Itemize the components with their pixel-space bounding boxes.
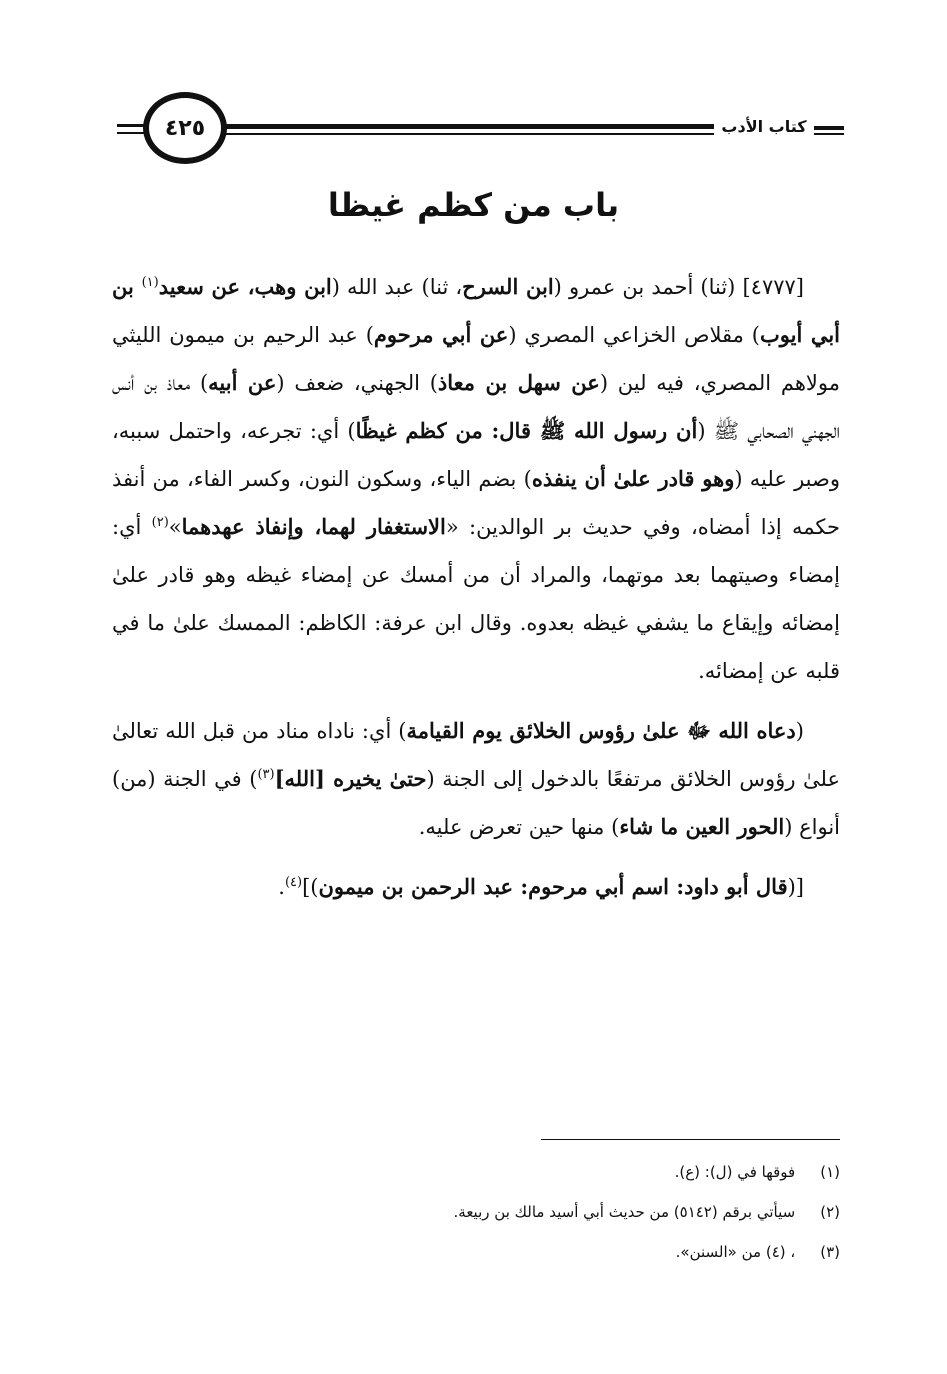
footnote-separator	[541, 1139, 840, 1140]
page-number: ٤٢٥	[164, 115, 206, 141]
header-rule-right	[814, 126, 844, 130]
footnote-marker: (٤)	[284, 875, 303, 890]
bold-segment: الحور العين ما شاء	[619, 814, 785, 839]
footnote	[112, 1232, 840, 1272]
bold-segment: أن رسول الله ﷺ قال: من كظم غيظًا	[355, 418, 698, 443]
bold-segment: الاستغفار لهما، وإنفاذ عهدهما	[181, 514, 446, 539]
bold-segment: حتىٰ يخيره [الله]	[274, 766, 427, 791]
bold-segment: ابن السرح	[462, 274, 554, 299]
text-segment: ) معاذ بن أنس الجهني الصحابي ﷺ (	[112, 371, 840, 443]
bold-segment: دعاه الله ﷻ علىٰ رؤوس الخلائق يوم القيامة	[406, 718, 796, 743]
footnote	[112, 1192, 840, 1232]
text-segment: ) عبد الرحيم بن ميمون الليثي مولاهم المصري، فيه لين (	[112, 323, 840, 395]
chapter-title: باب من كظم غيظا	[327, 186, 620, 224]
footnotes	[112, 1152, 840, 1272]
bold-segment: قال أبو داود: اسم أبي مرحوم: عبد الرحمن بن ميمون	[318, 874, 788, 899]
text-segment: ) أي: تجرعه، واحتمل سببه، وصبر عليه (	[112, 419, 840, 491]
paragraph	[112, 707, 840, 851]
paragraph	[112, 863, 840, 911]
text-segment: ) أي: ناداه مناد من قبل الله تعالىٰ علىٰ رؤوس الخلائق مرتفعًا بالدخول إلى الجنة (	[112, 719, 841, 791]
bold-segment: عن سهل بن معاذ	[437, 370, 600, 395]
text-segment: ) منها حين تعرض عليه.	[418, 815, 620, 839]
footnote-text: سيأتي برقم (٥١٤٢) من حديث أبي أسيد مالك بن ربيعة.	[453, 1203, 796, 1221]
page-header	[0, 0, 947, 180]
footnote-marker: (١)	[141, 275, 159, 290]
header-rule-center-lower	[226, 133, 714, 135]
bold-segment: عن أبيه	[208, 370, 277, 395]
main-text	[112, 263, 840, 911]
bold-segment: عن أبي مرحوم	[373, 322, 509, 347]
text-segment: )]	[302, 875, 319, 899]
text-segment: ) مقلاص الخزاعي المصري (	[508, 323, 760, 347]
header-rule-center	[226, 124, 714, 129]
running-head: كتاب الأدب	[721, 117, 807, 136]
footnote-number: (٣)	[820, 1243, 840, 1261]
bold-segment: وهو قادر علىٰ أن ينفذه	[531, 466, 735, 491]
text-segment: (	[795, 719, 804, 743]
text-segment: أي: إمضاء وصيتهما بعد موتهما، والمراد أن من أمسك عن إمضاء غيظه وهو قادر علىٰ إمضائه وإيقاع ما يشفي غيظه بعدوه. وقال ابن عرفة: الكاظم: الممسك علىٰ ما في قلبه عن إمضائه.	[112, 515, 840, 683]
footnote-marker: (٢)	[151, 515, 169, 530]
footnote-text: ، (٤) من «السنن».	[675, 1243, 796, 1261]
footnote-text: فوقها في (ل): (ع).	[674, 1163, 796, 1181]
footnote	[112, 1152, 840, 1192]
text-segment: ) في الجنة (من) أنواع (	[112, 767, 840, 839]
text-segment: ، ثنا) عبد الله (	[331, 275, 463, 299]
footnote-number: (٢)	[820, 1203, 840, 1221]
text-segment: [(	[787, 875, 804, 899]
text-segment: ) الجهني، ضعف (	[276, 371, 438, 395]
footnote-number: (١)	[820, 1163, 840, 1181]
bold-segment: ابن وهب، عن سعيد	[158, 274, 332, 299]
header-rule-right-lower	[814, 133, 844, 135]
footnote-marker: (٣)	[257, 767, 275, 782]
text-segment: ) بضم الياء، وسكون النون، وكسر الفاء، من أنفذ حكمه إذا أمضاه، وفي حديث بر الوالدين: «	[112, 467, 841, 539]
paragraph	[112, 263, 840, 695]
text-segment: .	[278, 875, 285, 899]
text-segment: »	[168, 515, 182, 539]
bold-segment: بن أبي أيوب	[112, 274, 841, 347]
text-segment: [٤٧٧٧] (ثنا) أحمد بن عمرو (	[553, 275, 804, 299]
page-number-ring	[143, 92, 227, 164]
